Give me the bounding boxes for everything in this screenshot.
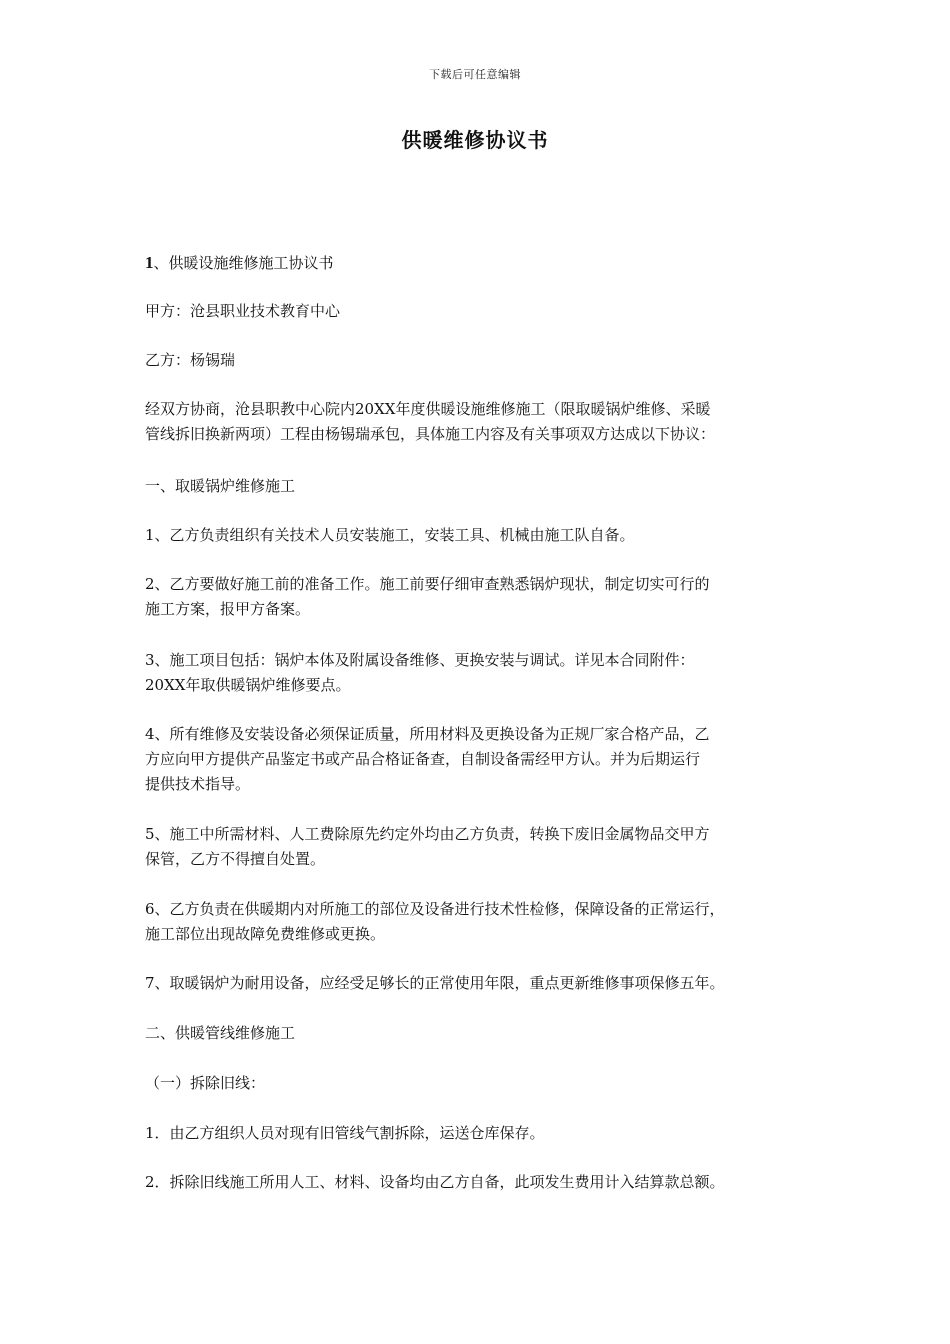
party-a: 甲方：沧县职业技术教育中心	[145, 302, 341, 320]
section-number: 1	[145, 253, 154, 272]
party-b: 乙方：杨锡瑞	[145, 351, 236, 369]
clause-3	[145, 648, 825, 698]
intro-line-1: 经双方协商，沧县职教中心院内20XX年度供暖设施维修施工（限取暖锅炉维修、采暖	[145, 400, 711, 418]
intro-line-2: 管线拆旧换新两项）工程由杨锡瑞承包，具体施工内容及有关事项双方达成以下协议：	[145, 425, 716, 443]
clause-1: 1、乙方负责组织有关技术人员安装施工，安装工具、机械由施工队自备。	[145, 526, 635, 544]
clause-5-line-1: 5、施工中所需材料、人工费除原先约定外均由乙方负责，转换下废旧金属物品交甲方	[145, 825, 710, 843]
clause-5-line-2: 保管，乙方不得擅自处置。	[145, 850, 326, 868]
clause-6-line-2: 施工部位出现故障免费维修或更换。	[145, 925, 386, 943]
clause-4-line-2: 方应向甲方提供产品鉴定书或产品合格证备查，自制设备需经甲方认。并为后期运行	[145, 750, 701, 768]
clause-2	[145, 572, 825, 622]
sub-heading-remove-old-lines: （一）拆除旧线：	[145, 1074, 266, 1092]
sub-clause-1: 1．由乙方组织人员对现有旧管线气割拆除，运送仓库保存。	[145, 1124, 545, 1142]
sub-clause-2: 2．拆除旧线施工所用人工、材料、设备均由乙方自备，此项发生费用计入结算款总额。	[145, 1173, 725, 1191]
clause-2-line-2: 施工方案，报甲方备案。	[145, 600, 311, 618]
clause-6	[145, 897, 825, 947]
section-label: 、供暖设施维修施工协议书	[153, 254, 334, 272]
heading-pipeline-repair: 二、供暖管线维修施工	[145, 1024, 296, 1042]
clause-4-line-1: 4、所有维修及安装设备必须保证质量，所用材料及更换设备为正规厂家合格产品，乙	[145, 725, 710, 743]
header-note: 下载后可任意编辑	[429, 68, 521, 81]
clause-7: 7、取暖锅炉为耐用设备，应经受足够长的正常使用年限，重点更新维修事项保修五年。	[145, 974, 725, 992]
clause-4-line-3: 提供技术指导。	[145, 775, 251, 793]
intro-paragraph	[145, 397, 825, 447]
clause-3-line-1: 3、施工项目包括：锅炉本体及附属设备维修、更换安装与调试。详见本合同附件：	[145, 651, 695, 669]
clause-6-line-1: 6、乙方负责在供暖期内对所施工的部位及设备进行技术性检修，保障设备的正常运行，	[145, 900, 725, 918]
heading-boiler-repair: 一、取暖锅炉维修施工	[145, 477, 296, 495]
document-title: 供暖维修协议书	[401, 128, 549, 152]
clause-3-line-2: 20XX年取供暖锅炉维修要点。	[145, 676, 351, 694]
section-heading-1	[145, 250, 825, 276]
clause-4	[145, 722, 825, 797]
clause-2-line-1: 2、乙方要做好施工前的准备工作。施工前要仔细审查熟悉锅炉现状，制定切实可行的	[145, 575, 710, 593]
clause-5	[145, 822, 825, 872]
